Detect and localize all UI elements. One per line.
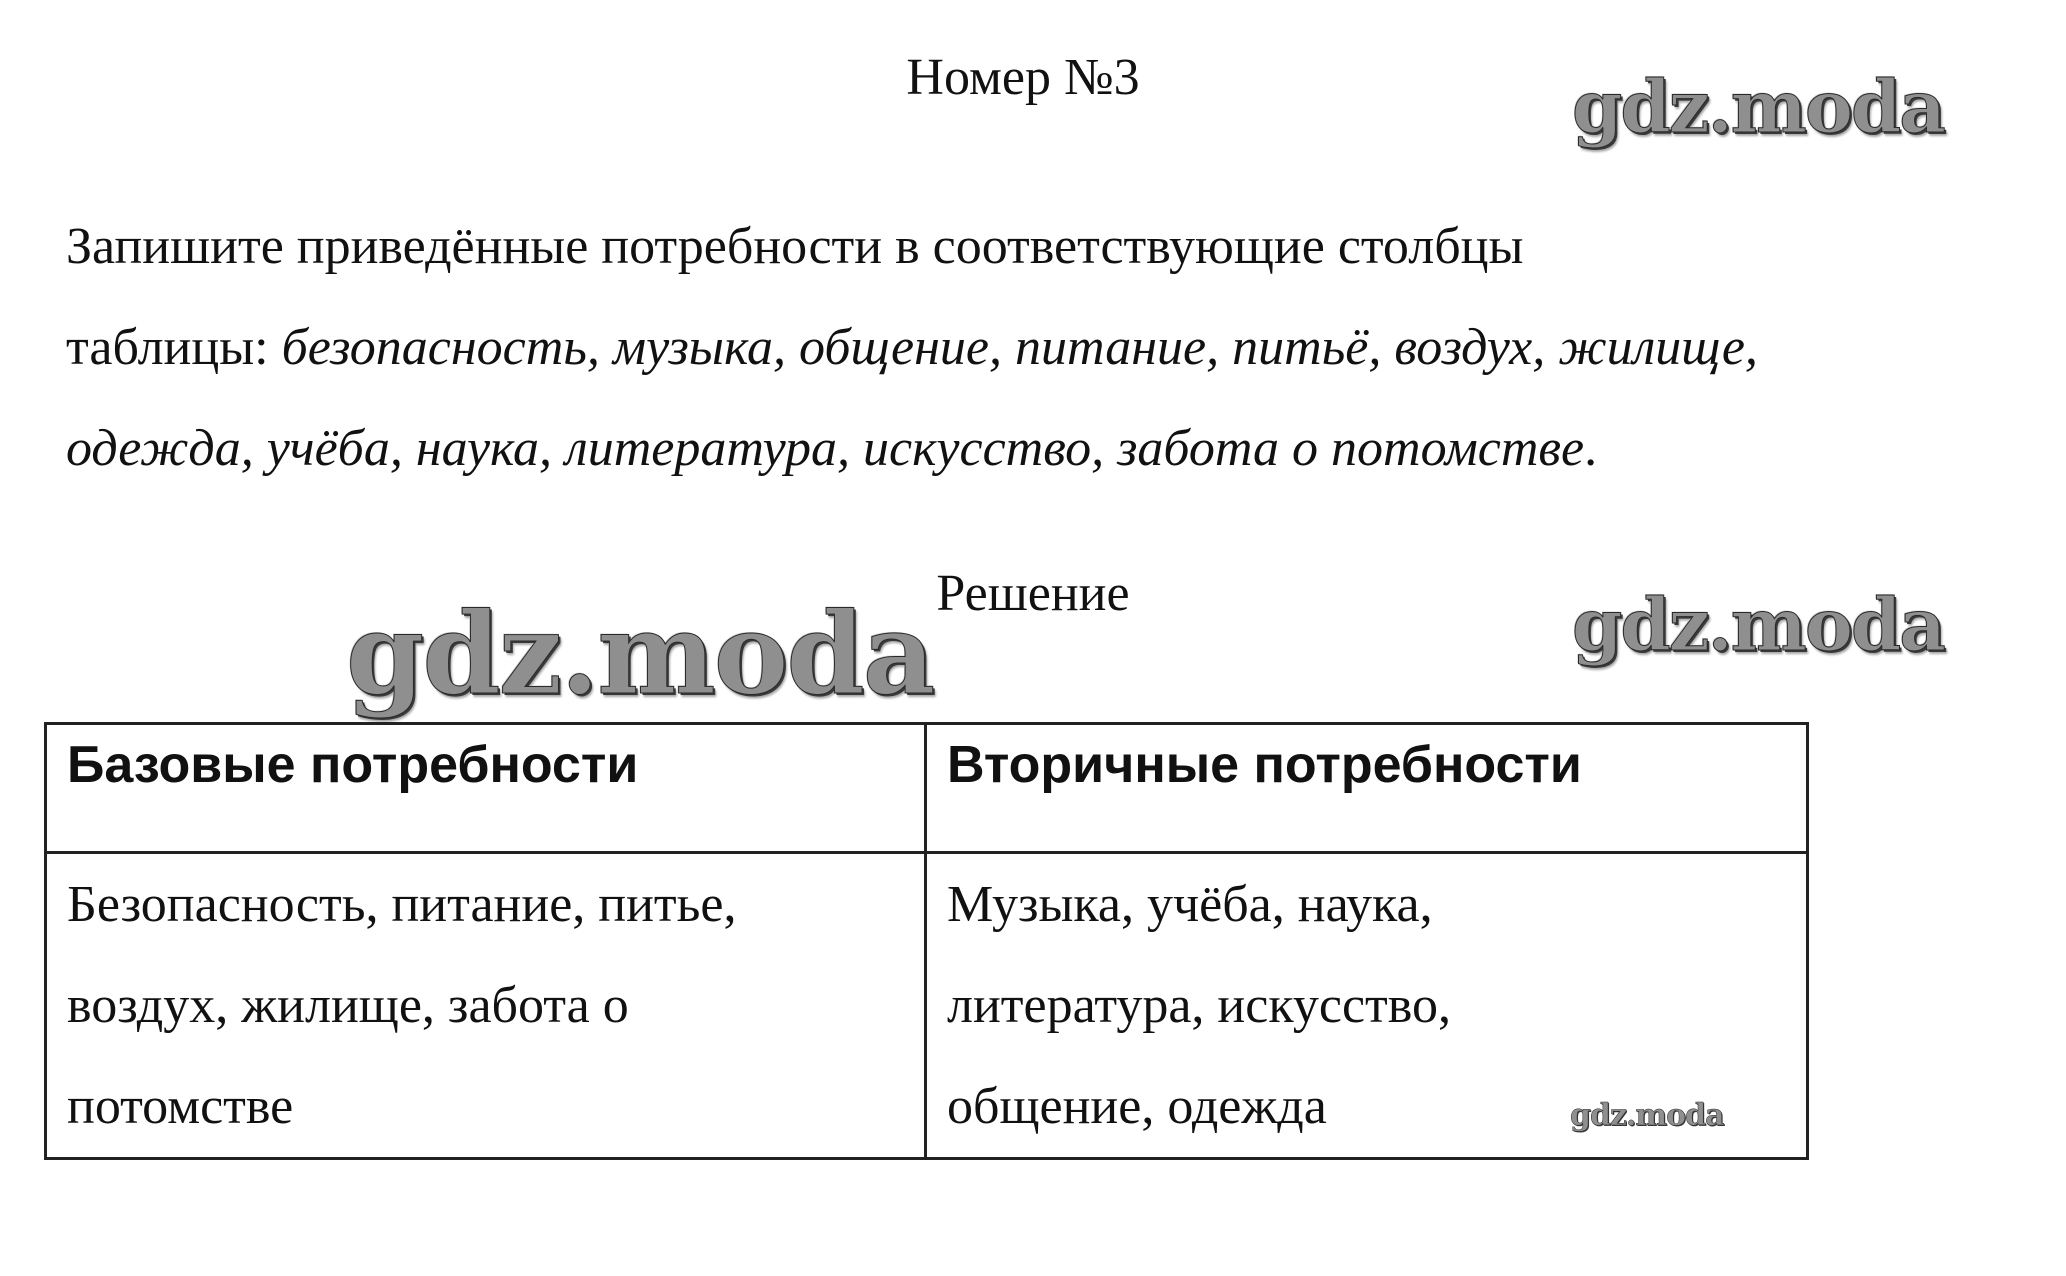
task-items-1: безопасность, музыка, общение, питание, питьё, воздух, жилище,: [281, 319, 1758, 376]
watermark-logo: gdz.moda: [1572, 64, 1944, 149]
table-header-row: [46, 724, 1808, 853]
task-items-2: одежда, учёба, наука, литература, искусство, забота о потомстве: [66, 420, 1585, 477]
cell-line: Музыка, учёба, наука,: [947, 876, 1433, 933]
task-line-1: Запишите приведённые потребности в соответствующие столбцы: [66, 218, 1524, 275]
cell-line: литература, искусство,: [947, 977, 1451, 1034]
solution-heading: Решение: [936, 565, 1130, 622]
task-end: .: [1584, 420, 1598, 477]
task-line-2: [66, 297, 2046, 398]
watermark-logo: gdz.moda: [1572, 582, 1944, 667]
watermark-logo: gdz.moda: [346, 589, 934, 720]
task-prefix: таблицы:: [66, 319, 282, 376]
page-title: Номер №3: [906, 49, 1140, 106]
needs-table: [44, 722, 1809, 1160]
table-row: [46, 853, 1808, 1159]
cell-basic-needs: [46, 853, 926, 1159]
watermark-logo: gdz.moda: [1570, 1098, 1724, 1133]
cell-line: воздух, жилище, забота о: [67, 977, 629, 1034]
cell-line: Безопасность, питание, питье,: [67, 876, 737, 933]
task-text: [66, 196, 2046, 499]
cell-line: общение, одежда: [947, 1078, 1327, 1135]
cell-line: потомстве: [67, 1078, 294, 1135]
task-line-3: [66, 398, 2046, 499]
header-basic-needs: Базовые потребности: [46, 724, 926, 853]
header-secondary-needs: Вторичные потребности: [926, 724, 1808, 853]
